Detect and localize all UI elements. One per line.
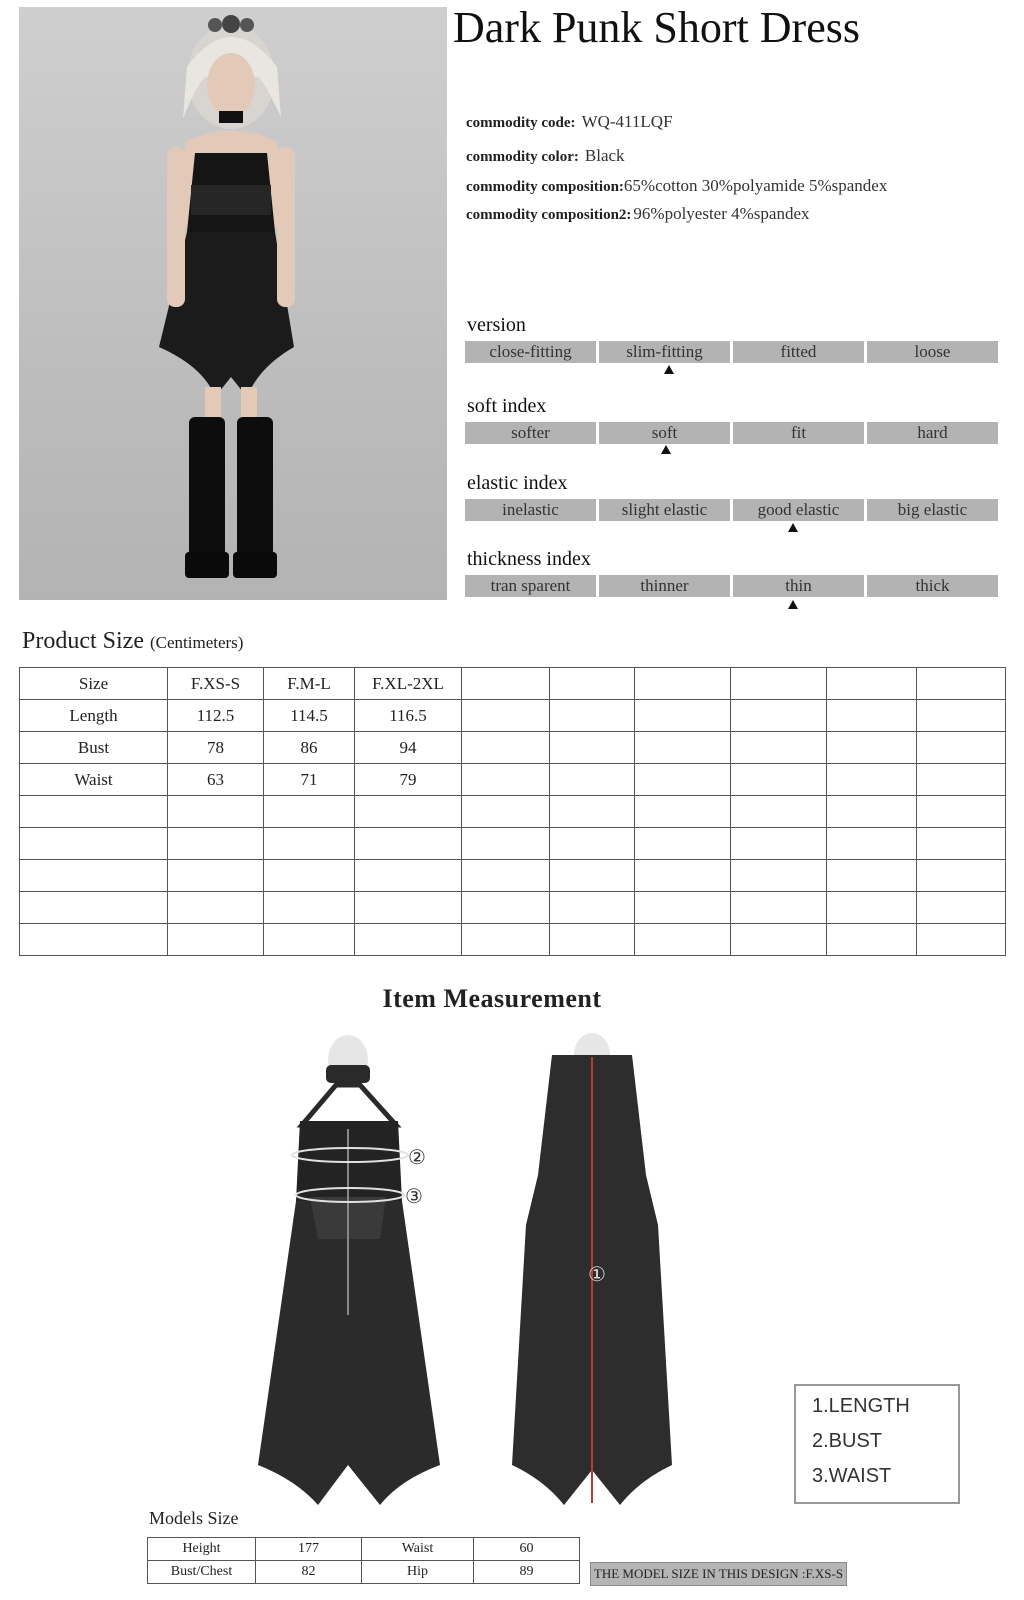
empty-cell (550, 892, 635, 924)
product-size-title (22, 628, 243, 655)
empty-cell (731, 860, 827, 892)
bust-marker: ② (408, 1145, 426, 1169)
empty-cell (462, 796, 550, 828)
empty-cell (827, 892, 917, 924)
empty-cell (462, 700, 550, 732)
scale-option: soft (599, 422, 730, 444)
empty-cell (827, 764, 917, 796)
empty-cell (731, 732, 827, 764)
spec-label: commodity color: (466, 149, 579, 165)
empty-cell (635, 732, 731, 764)
empty-cell (731, 668, 827, 700)
table-row (20, 828, 1006, 860)
spec-code (466, 112, 673, 132)
table-cell: 94 (355, 732, 462, 764)
empty-cell (168, 924, 264, 956)
models-size-title: Models Size (149, 1508, 239, 1528)
empty-cell (20, 924, 168, 956)
scale-option: thin (733, 575, 864, 597)
length-marker: ① (588, 1262, 606, 1286)
table-row (20, 924, 1006, 956)
table-row (20, 860, 1006, 892)
scale-option: softer (465, 422, 596, 444)
models-size-table (147, 1537, 580, 1584)
empty-cell (917, 796, 1006, 828)
empty-cell (355, 828, 462, 860)
spec-composition2 (466, 204, 810, 224)
empty-cell (355, 796, 462, 828)
selected-marker-icon (664, 365, 674, 374)
thickness-index-title: thickness index (467, 548, 591, 570)
empty-cell (731, 828, 827, 860)
empty-cell (827, 700, 917, 732)
scale-option: fit (733, 422, 864, 444)
thickness-index-scale (465, 575, 998, 597)
legend-item: 1.LENGTH (812, 1395, 910, 1417)
empty-cell (550, 924, 635, 956)
empty-cell (827, 668, 917, 700)
table-row (20, 700, 1006, 732)
empty-cell (355, 924, 462, 956)
scale-option: slight elastic (599, 499, 730, 521)
empty-cell (20, 860, 168, 892)
elastic-index-scale (465, 499, 998, 521)
empty-cell (917, 700, 1006, 732)
empty-cell (635, 860, 731, 892)
empty-cell (550, 828, 635, 860)
empty-cell (355, 892, 462, 924)
empty-cell (731, 700, 827, 732)
empty-cell (635, 764, 731, 796)
empty-cell (827, 828, 917, 860)
table-cell: Height (148, 1538, 256, 1561)
scale-option: big elastic (867, 499, 998, 521)
empty-cell (917, 924, 1006, 956)
selected-marker-icon (788, 600, 798, 609)
product-size-table (19, 667, 1006, 956)
spec-label: commodity composition: (466, 179, 624, 195)
version-title: version (467, 314, 526, 336)
empty-cell (917, 892, 1006, 924)
table-cell: Waist (362, 1538, 474, 1561)
table-cell: 78 (168, 732, 264, 764)
empty-cell (20, 828, 168, 860)
scale-option: close-fitting (465, 341, 596, 363)
back-dress-image (512, 1033, 672, 1505)
measurement-legend (794, 1384, 960, 1504)
empty-cell (917, 732, 1006, 764)
legend-item: 2.BUST (812, 1430, 883, 1452)
empty-cell (917, 668, 1006, 700)
empty-cell (635, 828, 731, 860)
table-row (148, 1538, 580, 1561)
empty-cell (462, 732, 550, 764)
product-size-heading: Product Size (22, 628, 144, 654)
empty-cell (635, 796, 731, 828)
empty-cell (168, 892, 264, 924)
header-cell: F.XS-S (168, 668, 264, 700)
table-cell: 86 (264, 732, 355, 764)
scale-option: tran sparent (465, 575, 596, 597)
empty-cell (550, 732, 635, 764)
empty-cell (635, 892, 731, 924)
scale-option: good elastic (733, 499, 864, 521)
empty-cell (550, 764, 635, 796)
empty-cell (731, 892, 827, 924)
table-row (20, 732, 1006, 764)
empty-cell (917, 764, 1006, 796)
empty-cell (827, 732, 917, 764)
table-cell: 114.5 (264, 700, 355, 732)
product-title: Dark Punk Short Dress (453, 3, 860, 52)
scale-option: inelastic (465, 499, 596, 521)
spec-value: 96%polyester 4%spandex (633, 204, 810, 223)
table-cell: 71 (264, 764, 355, 796)
table-cell: 82 (256, 1561, 362, 1584)
version-scale (465, 341, 998, 363)
table-cell: 177 (256, 1538, 362, 1561)
table-cell: 79 (355, 764, 462, 796)
table-row (20, 892, 1006, 924)
item-measurement-title: Item Measurement (382, 984, 602, 1013)
empty-cell (550, 700, 635, 732)
empty-cell (264, 892, 355, 924)
table-row (20, 764, 1006, 796)
empty-cell (550, 860, 635, 892)
row-label: Waist (20, 764, 168, 796)
table-cell: 63 (168, 764, 264, 796)
elastic-index-title: elastic index (467, 472, 568, 494)
table-cell: 116.5 (355, 700, 462, 732)
spec-value: 65%cotton 30%polyamide 5%spandex (623, 176, 888, 195)
empty-cell (731, 924, 827, 956)
table-row (148, 1561, 580, 1584)
empty-cell (462, 924, 550, 956)
empty-cell (635, 924, 731, 956)
spec-composition (466, 176, 887, 196)
empty-cell (462, 860, 550, 892)
table-header-row (20, 668, 1006, 700)
empty-cell (550, 668, 635, 700)
empty-cell (827, 860, 917, 892)
empty-cell (20, 796, 168, 828)
product-size-unit: (Centimeters) (149, 633, 244, 652)
header-cell: F.M-L (264, 668, 355, 700)
model-photo (19, 7, 447, 600)
header-cell: F.XL-2XL (355, 668, 462, 700)
table-cell: 60 (474, 1538, 580, 1561)
empty-cell (355, 860, 462, 892)
scale-option: thick (867, 575, 998, 597)
table-cell: Bust/Chest (148, 1561, 256, 1584)
soft-index-scale (465, 422, 998, 444)
empty-cell (264, 828, 355, 860)
empty-cell (827, 924, 917, 956)
waist-marker: ③ (405, 1184, 423, 1208)
scale-option: fitted (733, 341, 864, 363)
empty-cell (550, 796, 635, 828)
empty-cell (264, 860, 355, 892)
empty-cell (462, 668, 550, 700)
empty-cell (264, 796, 355, 828)
empty-cell (264, 924, 355, 956)
dress-measurement-diagram (240, 1025, 700, 1510)
empty-cell (731, 796, 827, 828)
empty-cell (917, 860, 1006, 892)
empty-cell (462, 764, 550, 796)
scale-option: hard (867, 422, 998, 444)
empty-cell (731, 764, 827, 796)
legend-item: 3.WAIST (812, 1465, 892, 1487)
row-label: Length (20, 700, 168, 732)
empty-cell (20, 892, 168, 924)
empty-cell (168, 796, 264, 828)
scale-option: slim-fitting (599, 341, 730, 363)
spec-value: WQ-411LQF (581, 112, 673, 131)
selected-marker-icon (788, 523, 798, 532)
selected-marker-icon (661, 445, 671, 454)
table-cell: 112.5 (168, 700, 264, 732)
row-label: Bust (20, 732, 168, 764)
scale-option: loose (867, 341, 998, 363)
table-cell: 89 (474, 1561, 580, 1584)
empty-cell (917, 828, 1006, 860)
soft-index-title: soft index (467, 395, 547, 417)
table-row (20, 796, 1006, 828)
header-cell: Size (20, 668, 168, 700)
table-cell: Hip (362, 1561, 474, 1584)
empty-cell (827, 796, 917, 828)
scale-option: thinner (599, 575, 730, 597)
front-dress-image (258, 1035, 440, 1505)
empty-cell (168, 860, 264, 892)
empty-cell (635, 700, 731, 732)
spec-value: Black (584, 146, 625, 165)
empty-cell (168, 828, 264, 860)
spec-label: commodity code: (466, 115, 576, 131)
empty-cell (635, 668, 731, 700)
empty-cell (462, 828, 550, 860)
model-size-note: THE MODEL SIZE IN THIS DESIGN :F.XS-S (590, 1562, 847, 1586)
spec-color (466, 146, 625, 166)
empty-cell (462, 892, 550, 924)
spec-label: commodity composition2: (466, 207, 632, 223)
